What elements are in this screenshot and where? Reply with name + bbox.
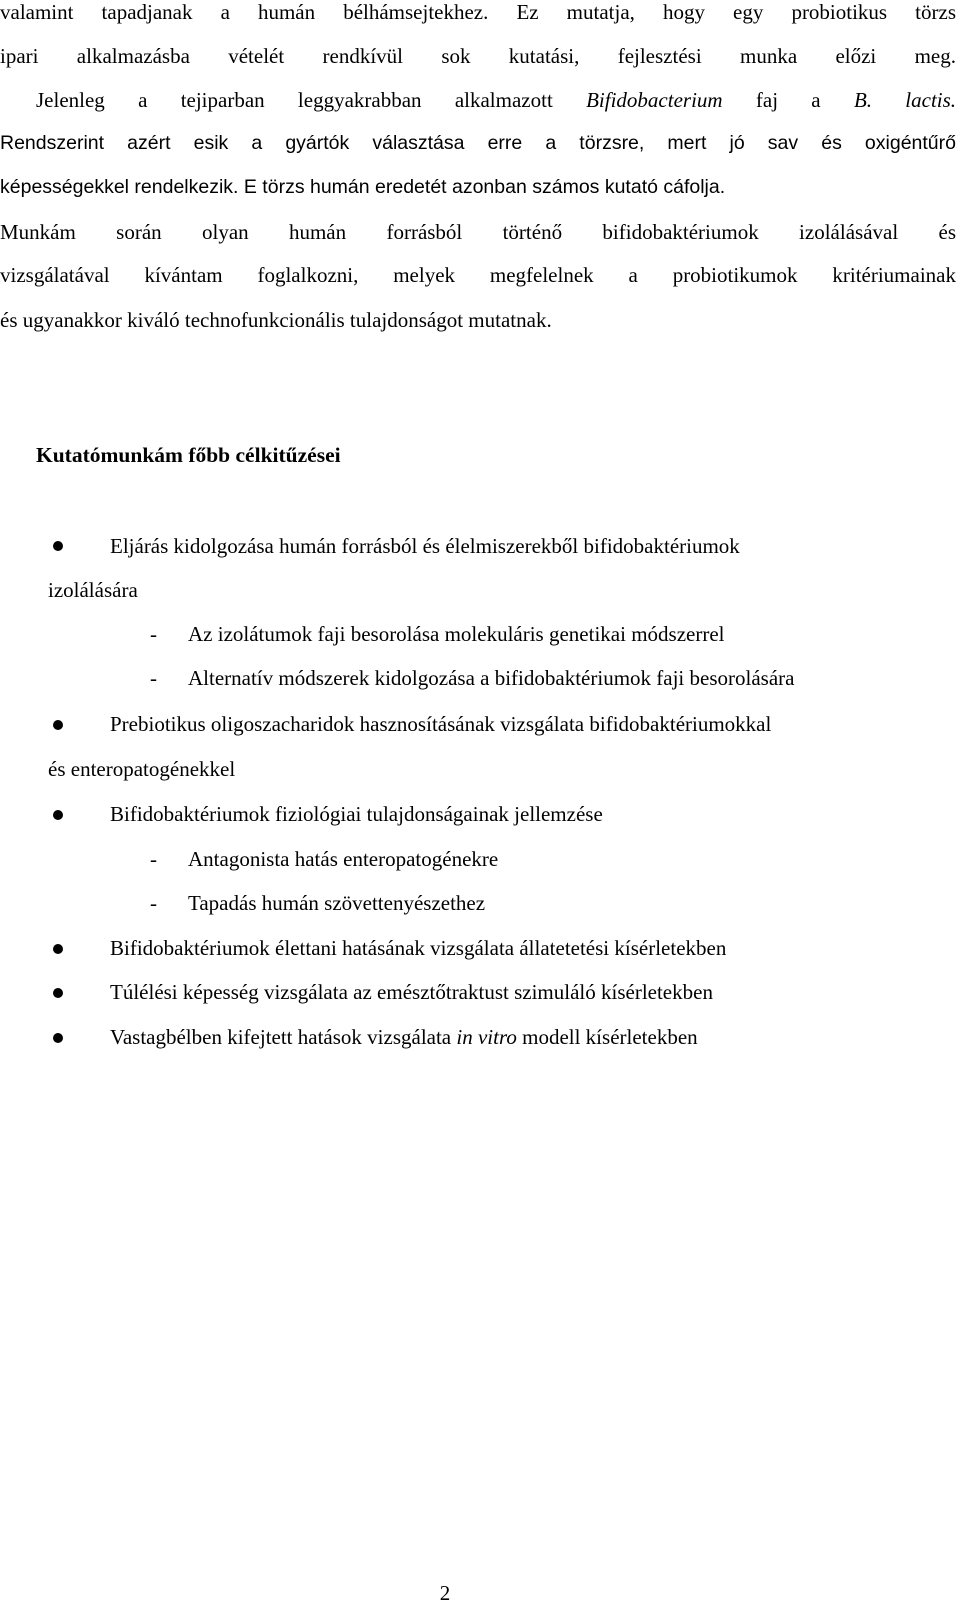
paragraph-line-5: képességekkel rendelkezik. E törzs humán eredetét azonban számos kutató cáfolja. [0,176,726,198]
section-heading: Kutatómunkám főbb célkitűzései [36,443,341,467]
dash-marker: - [150,847,157,871]
goal-item-4: Bifidobaktériumok élettani hatásának vizsgálata állatetetési kísérletekben [110,936,727,960]
goal-subitem-1-2: Alternatív módszerek kidolgozása a bifidobaktériumok faji besorolására [188,666,795,690]
species-name: B. lactis. [853,88,957,112]
text-segment: modell kísérletekben [522,1025,698,1049]
bullet-icon [53,1033,63,1043]
bullet-icon [53,541,63,551]
goal-item-3: Bifidobaktériumok fiziológiai tulajdonságainak jellemzése [110,802,603,826]
goal-item-2-continuation: és enteropatogénekkel [48,757,236,781]
text-segment: faj a [755,88,821,112]
goal-item-1-continuation: izolálására [48,578,138,602]
paragraph-line-6: Munkám során olyan humán forrásból történő bifidobaktériumok izolálásával és [0,220,956,244]
paragraph-line-7: vizsgálatával kívántam foglalkozni, melyek megfelelnek a probiotikumok kritériumainak [0,263,956,287]
dash-marker: - [150,666,157,690]
paragraph-line-3 [36,85,956,115]
bullet-icon [53,810,63,820]
text-segment: Jelenleg a tejiparban leggyakrabban alkalmazott [36,88,553,112]
goal-item-6 [110,1022,698,1052]
dash-marker: - [150,891,157,915]
goal-subitem-1-1: Az izolátumok faji besorolása molekuláris genetikai módszerrel [188,622,725,646]
bullet-icon [53,988,63,998]
goal-subitem-3-2: Tapadás humán szövettenyészethez [188,891,486,915]
page-number: 2 [439,1581,451,1605]
goal-subitem-3-1: Antagonista hatás enteropatogénekre [188,847,499,871]
dash-marker: - [150,622,157,646]
paragraph-line-8: és ugyanakkor kiváló technofunkcionális tulajdonságot mutatnak. [0,308,552,332]
paragraph-line-4: Rendszerint azért esik a gyártók választása erre a törzsre, mert jó sav és oxigéntűrő [0,132,956,154]
goal-item-5: Túlélési képesség vizsgálata az emésztőtraktust szimuláló kísérletekben [110,980,713,1004]
goal-item-2: Prebiotikus oligoszacharidok hasznosításának vizsgálata bifidobaktériumokkal [110,712,772,736]
italic-term: in vitro [456,1025,517,1049]
bullet-icon [53,944,63,954]
paragraph-line-2: ipari alkalmazásba vételét rendkívül sok kutatási, fejlesztési munka előzi meg. [0,44,956,68]
paragraph-line-1: valamint tapadjanak a humán bélhámsejtekhez. Ez mutatja, hogy egy probiotikus törzs [0,0,956,24]
goal-item-1: Eljárás kidolgozása humán forrásból és élelmiszerekből bifidobaktériumok [110,534,740,558]
bullet-icon [53,720,63,730]
genus-name: Bifidobacterium [586,88,723,112]
text-segment: Vastagbélben kifejtett hatások vizsgálata [110,1025,452,1049]
